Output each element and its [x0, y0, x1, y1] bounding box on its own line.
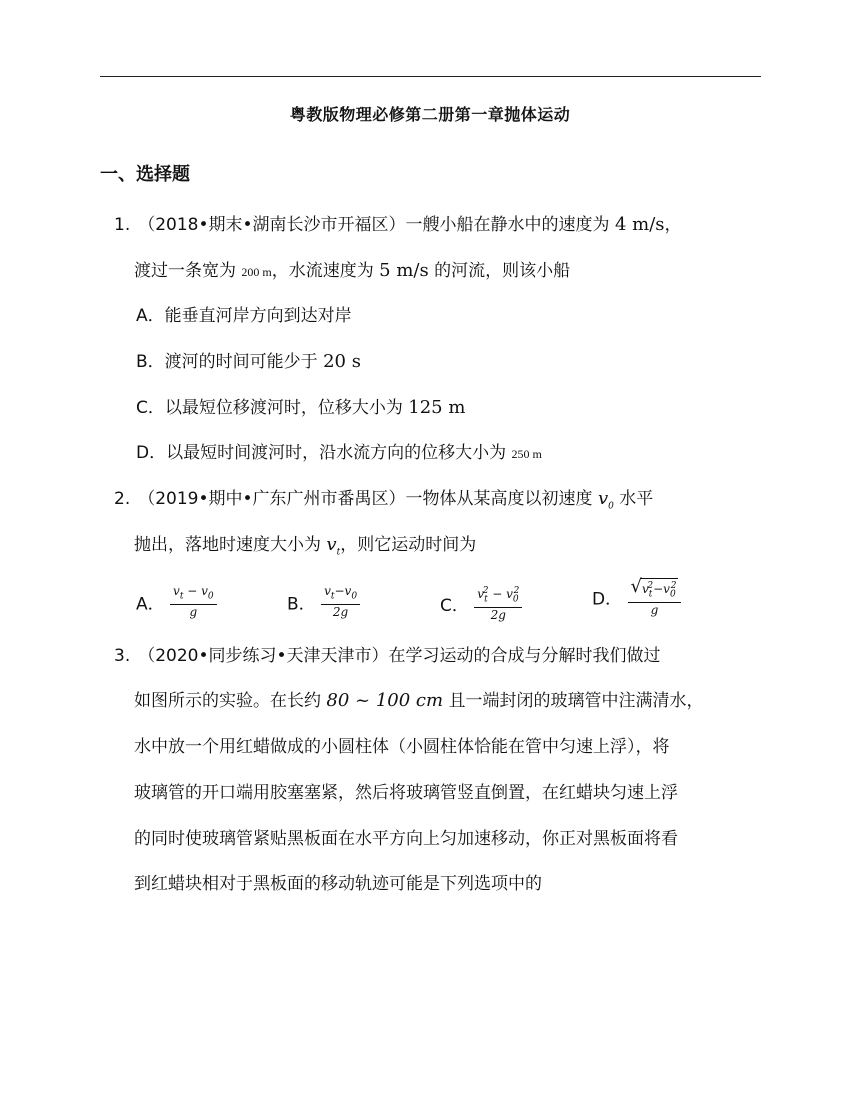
initial-velocity: $v_0$ [597, 488, 614, 512]
question-1-option-c [136, 393, 465, 418]
question-2-option-c [440, 584, 522, 623]
question-3-stem-2a: 如图所示的实验。在长约 [134, 691, 321, 711]
option-c-text: C．以最短位移渡河时，位移大小为 [136, 398, 403, 418]
question-1-stem-2b: ，水流速度为 [271, 261, 374, 281]
question-2-stem-2a: 抛出，落地时速度大小为 [134, 535, 321, 555]
question-2-option-b [287, 584, 360, 620]
option-b-formula: $\frac{v_t-v_0}{2g}$ [321, 584, 360, 620]
question-3-line-2 [134, 686, 703, 711]
question-2-stem-2b: ，则它运动时间为 [340, 535, 477, 555]
option-b-value: 20 s [323, 351, 361, 372]
option-d-label: D． [592, 589, 623, 610]
question-2-line-1 [114, 484, 653, 512]
header-rule [100, 76, 761, 77]
river-width: 200 m [241, 265, 272, 279]
question-3-number: 3. [114, 646, 131, 666]
option-c-formula: $\frac{v_t^2 - v_0^2}{2g}$ [474, 584, 522, 623]
question-2-number: 2. [114, 489, 131, 509]
question-3-line-6: 到红蜡块相对于黑板面的移动轨迹可能是下列选项中的 [134, 874, 542, 894]
question-3-stem-1: （2020•同步练习•天津天津市）在学习运动的合成与分解时我们做过 [138, 646, 661, 666]
question-1-option-a: A．能垂直河岸方向到达对岸 [136, 306, 352, 326]
option-d-text: D．以最短时间渡河时，沿水流方向的位移大小为 [136, 443, 507, 463]
page-title: 粤教版物理必修第二册第一章抛体运动 [289, 105, 571, 124]
question-1-line-1 [114, 210, 682, 235]
question-2-option-d [592, 576, 681, 618]
question-1-stem-2c: 的河流，则该小船 [434, 261, 571, 281]
landing-velocity: $v_t$ [326, 534, 341, 558]
question-2-stem-1: （2019•期中•广东广州市番禺区）一物体从某高度以初速度 [138, 489, 593, 509]
question-1-option-d [136, 438, 542, 463]
question-2-line-2 [134, 530, 476, 558]
question-3-stem-2b: 且一端封闭的玻璃管中注满清水， [448, 691, 704, 711]
tube-length: 80 ~ 100 cm [326, 690, 444, 711]
question-3-line-4: 玻璃管的开口端用胶塞塞紧，然后将玻璃管竖直倒置，在红蜡块匀速上浮 [134, 783, 678, 803]
option-b-text: B．渡河的时间可能少于 [136, 352, 318, 372]
water-speed: 5 m/s [379, 260, 429, 281]
option-a-label: A． [136, 594, 165, 615]
option-a-formula: $\frac{v_t - v_0}{g}$ [170, 584, 217, 620]
question-1-option-b [136, 347, 361, 372]
option-c-label: C． [440, 596, 469, 617]
question-3-line-1 [114, 641, 661, 666]
question-2-option-a [136, 584, 217, 620]
section-heading: 一、选择题 [100, 164, 190, 185]
question-1-number: 1. [114, 215, 131, 235]
question-1-stem-2a: 渡过一条宽为 [134, 261, 236, 281]
option-d-formula: $\frac{√v_t^2-v_0^2}{g}$ [628, 576, 682, 618]
question-3-line-3: 水中放一个用红蜡做成的小圆柱体（小圆柱体恰能在管中匀速上浮），将 [134, 737, 670, 757]
question-1-comma: ， [664, 215, 682, 235]
option-b-label: B． [287, 594, 316, 615]
question-2-stem-1-end: 水平 [619, 489, 654, 509]
question-1-stem-1: （2018•期末•湖南长沙市开福区）一艘小船在静水中的速度为 [138, 215, 610, 235]
option-c-value: 125 m [408, 397, 466, 418]
question-3-line-5: 的同时使玻璃管紧贴黑板面在水平方向上匀加速移动，你正对黑板面将看 [134, 829, 678, 849]
question-1-line-2 [134, 256, 570, 281]
boat-speed: 4 m/s [614, 214, 665, 235]
option-d-value: 250 m [511, 447, 542, 461]
